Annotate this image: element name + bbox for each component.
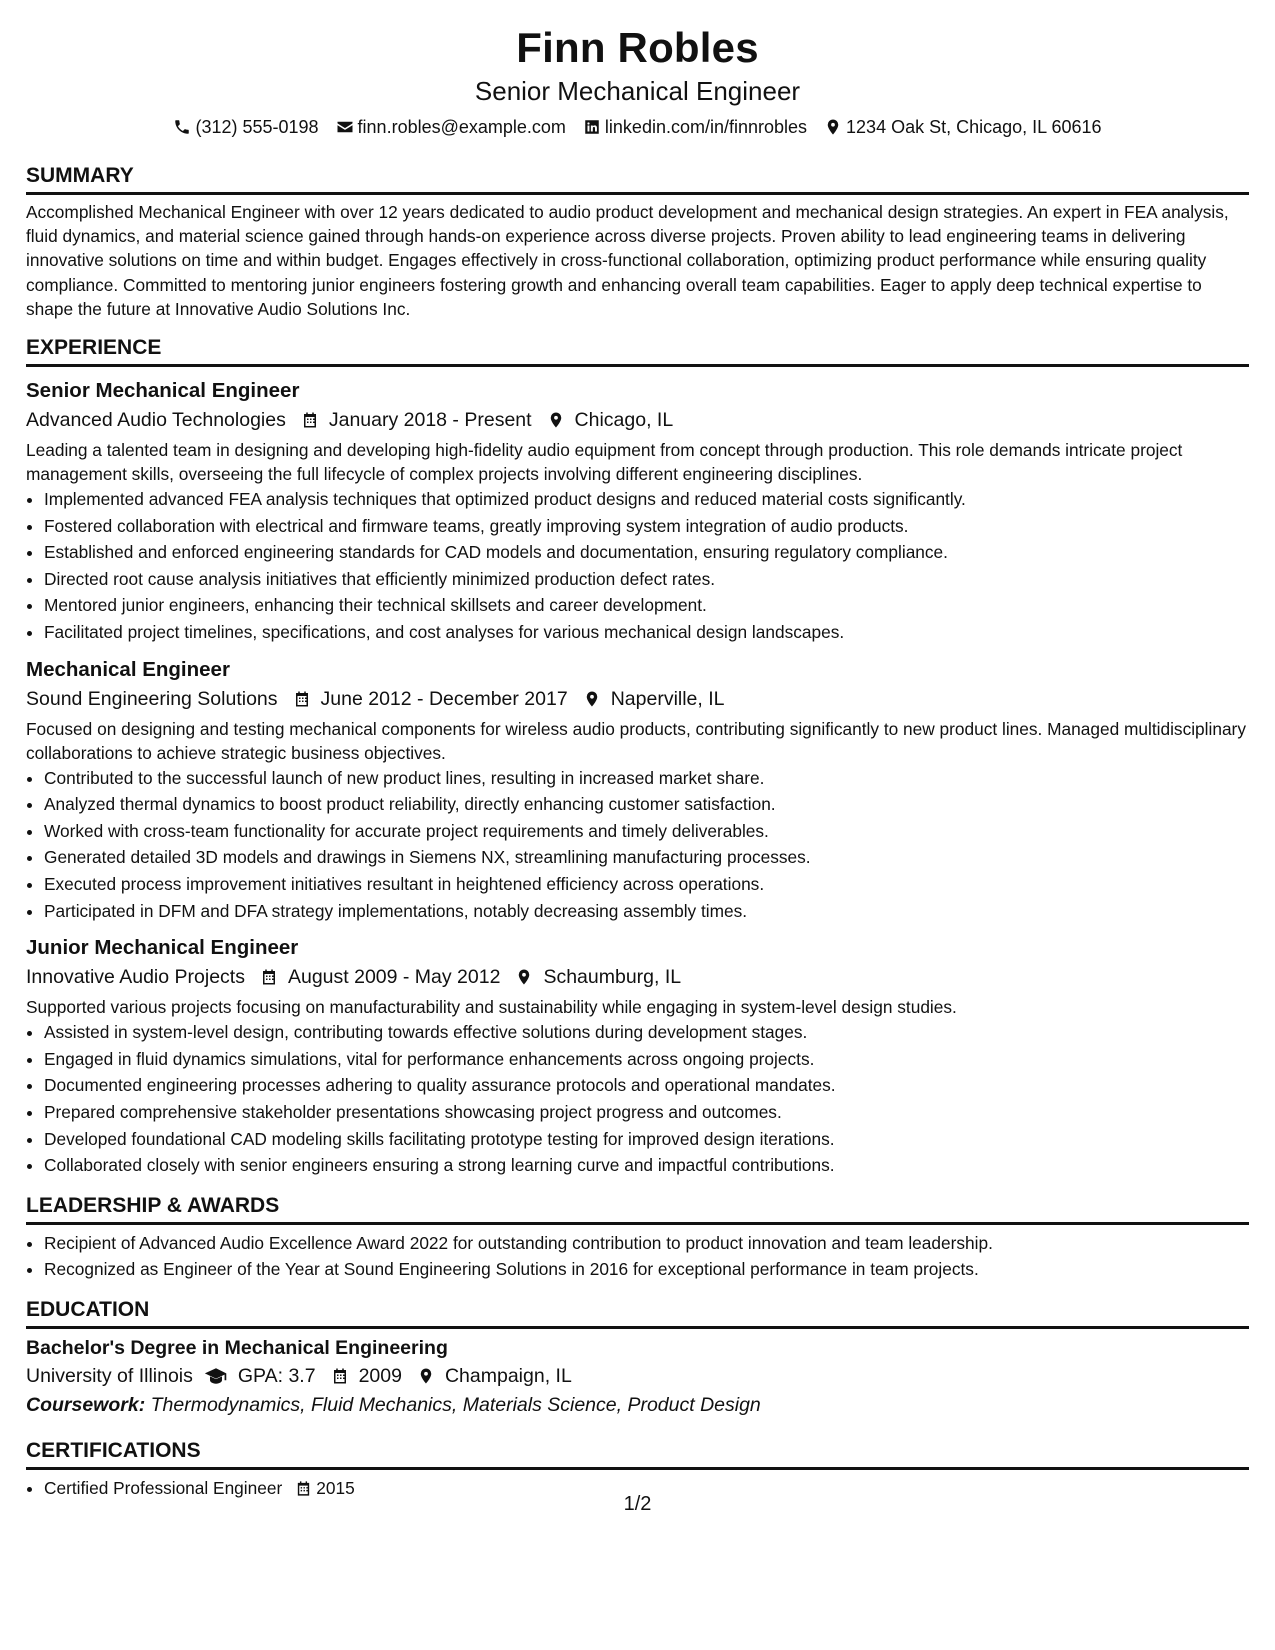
job-description: Supported various projects focusing on manufacturability and sustainability while engaging in system-level design studies. xyxy=(26,997,957,1018)
job-company: Innovative Audio Projects xyxy=(26,966,245,989)
job-bullets xyxy=(26,765,1249,925)
section-heading: LEADERSHIP & AWARDS xyxy=(26,1193,1249,1225)
job-title: Junior Mechanical Engineer xyxy=(26,936,299,960)
location-icon xyxy=(515,968,533,986)
list-item: • Prepared comprehensive stakeholder presentations showcasing project progress and outcomes. xyxy=(44,1099,1249,1126)
contact-email xyxy=(336,114,566,140)
job-meta xyxy=(26,684,1249,714)
list-item: • Recipient of Advanced Audio Excellence Award 2022 for outstanding contribution to product innovation and team leadership. xyxy=(44,1230,1249,1257)
list-item: • Recognized as Engineer of the Year at Sound Engineering Solutions in 2016 for exceptional performance in team projects. xyxy=(44,1256,1249,1283)
candidate-title: Senior Mechanical Engineer xyxy=(474,76,801,106)
edu-year: 2009 xyxy=(358,1364,402,1387)
edu-gpa: GPA: 3.7 xyxy=(237,1364,316,1387)
education-section xyxy=(26,1297,1249,1420)
page-number: 1/2 xyxy=(623,1493,652,1515)
location-icon xyxy=(824,118,842,136)
contact-address-text: 1234 Oak St, Chicago, IL 60616 xyxy=(846,117,1102,137)
job-location: Naperville, IL xyxy=(610,687,725,710)
job-dates: June 2012 - December 2017 xyxy=(320,687,568,710)
edu-location: Champaign, IL xyxy=(444,1364,572,1387)
candidate-name: Finn Robles xyxy=(516,24,759,71)
calendar-icon xyxy=(301,411,319,429)
email-icon xyxy=(336,118,354,136)
job-company: Advanced Audio Technologies xyxy=(26,409,286,432)
list-item: • Directed root cause analysis initiatives that efficiently minimized production defect rates. xyxy=(44,566,1249,593)
edu-school: University of Illinois xyxy=(26,1364,193,1387)
summary-section xyxy=(26,163,1249,321)
list-item: • Generated detailed 3D models and drawings in Siemens NX, streamlining manufacturing processes. xyxy=(44,844,1249,871)
awards-list xyxy=(26,1230,1249,1283)
contact-linkedin xyxy=(583,114,807,140)
job-location: Chicago, IL xyxy=(574,409,674,432)
job-title: Mechanical Engineer xyxy=(26,657,230,681)
calendar-icon xyxy=(260,968,278,986)
job-description: Focused on designing and testing mechanical components for wireless audio products, contributing significantly to new product lines. Managed multidisciplinary collaborations to achieve strategic business objectives. xyxy=(26,718,1246,763)
list-item: • Participated in DFM and DFA strategy implementations, notably decreasing assembly times. xyxy=(44,898,1249,925)
job-entry xyxy=(26,377,1249,646)
contact-phone xyxy=(173,114,318,140)
location-icon xyxy=(547,411,565,429)
contact-phone-text: (312) 555-0198 xyxy=(195,117,319,137)
list-item: • Developed foundational CAD modeling skills facilitating prototype testing for improved design iterations. xyxy=(44,1126,1249,1153)
section-heading: SUMMARY xyxy=(26,163,1249,195)
coursework-label: Coursework: xyxy=(26,1393,146,1416)
job-dates: January 2018 - Present xyxy=(328,409,532,432)
job-location: Schaumburg, IL xyxy=(543,966,682,989)
location-icon xyxy=(417,1367,435,1385)
section-heading: CERTIFICATIONS xyxy=(26,1438,1249,1470)
list-item: • Assisted in system-level design, contributing towards effective solutions during development stages. xyxy=(44,1019,1249,1046)
list-item: • Engaged in fluid dynamics simulations, vital for performance enhancements across ongoing projects. xyxy=(44,1046,1249,1073)
job-entry xyxy=(26,656,1249,925)
experience-section xyxy=(26,335,1249,1179)
summary-text: Accomplished Mechanical Engineer with over 12 years dedicated to audio product development and mechanical design strategies. An expert in FEA analysis, fluid dynamics, and material science gained through hands-on experience across diverse projects. Proven ability to lead engineering teams in delivering innovative solutions on time and within budget. Engages effectively in cross-functional collaboration, optimizing product performance while ensuring quality compliance. Committed to mentoring junior engineers fostering growth and enhancing overall team capabilities. Eager to apply deep technical expertise to shape the future at Innovative Audio Solutions Inc. xyxy=(26,202,1229,319)
edu-degree: Bachelor's Degree in Mechanical Engineering xyxy=(26,1336,448,1359)
job-dates: August 2009 - May 2012 xyxy=(287,966,501,989)
location-icon xyxy=(583,690,601,708)
list-item: • Executed process improvement initiatives resultant in heightened efficiency across operations. xyxy=(44,871,1249,898)
list-item: • Contributed to the successful launch of new product lines, resulting in increased market share. xyxy=(44,765,1249,792)
contact-linkedin-text: linkedin.com/in/finnrobles xyxy=(604,117,808,137)
list-item: • Analyzed thermal dynamics to boost product reliability, directly enhancing customer satisfaction. xyxy=(44,791,1249,818)
leadership-section xyxy=(26,1193,1249,1283)
edu-coursework xyxy=(26,1390,1249,1420)
contact-address xyxy=(824,114,1102,140)
cert-year: 2015 xyxy=(316,1477,355,1498)
list-item: • Implemented advanced FEA analysis techniques that optimized product designs and reduced material costs significantly. xyxy=(44,486,1249,513)
job-meta xyxy=(26,405,1249,435)
job-entry xyxy=(26,934,1249,1179)
coursework-text: Thermodynamics, Fluid Mechanics, Materials Science, Product Design xyxy=(150,1393,761,1416)
contact-bar xyxy=(26,114,1249,140)
list-item: • Documented engineering processes adhering to quality assurance protocols and operational mandates. xyxy=(44,1072,1249,1099)
job-bullets xyxy=(26,486,1249,646)
list-item: • Established and enforced engineering standards for CAD models and documentation, ensuring regulatory compliance. xyxy=(44,539,1249,566)
phone-icon xyxy=(173,118,191,136)
graduation-cap-icon xyxy=(204,1366,228,1386)
job-bullets xyxy=(26,1019,1249,1179)
resume-header xyxy=(26,0,1249,140)
list-item: • Mentored junior engineers, enhancing their technical skillsets and career development. xyxy=(44,592,1249,619)
edu-meta xyxy=(26,1362,1249,1390)
linkedin-icon xyxy=(583,118,601,136)
section-heading: EDUCATION xyxy=(26,1297,1249,1329)
calendar-icon xyxy=(293,690,311,708)
section-heading: EXPERIENCE xyxy=(26,335,1249,367)
contact-email-text: finn.robles@example.com xyxy=(357,117,566,137)
list-item: • Fostered collaboration with electrical and firmware teams, greatly improving system integration of audio products. xyxy=(44,513,1249,540)
list-item: • Collaborated closely with senior engineers ensuring a strong learning curve and impactful contributions. xyxy=(44,1152,1249,1179)
list-item: • Worked with cross-team functionality for accurate project requirements and timely deliverables. xyxy=(44,818,1249,845)
cert-name: • Certified Professional Engineer xyxy=(44,1477,283,1498)
job-description: Leading a talented team in designing and developing high-fidelity audio equipment from concept through production. This role demands intricate project management skills, overseeing the full lifecycle of complex projects involving different engineering disciplines. xyxy=(26,440,1183,485)
job-company: Sound Engineering Solutions xyxy=(26,687,278,710)
job-meta xyxy=(26,962,1249,992)
calendar-icon xyxy=(331,1367,349,1385)
job-title: Senior Mechanical Engineer xyxy=(26,379,300,403)
list-item: • Facilitated project timelines, specifications, and cost analyses for various mechanical design landscapes. xyxy=(44,619,1249,646)
